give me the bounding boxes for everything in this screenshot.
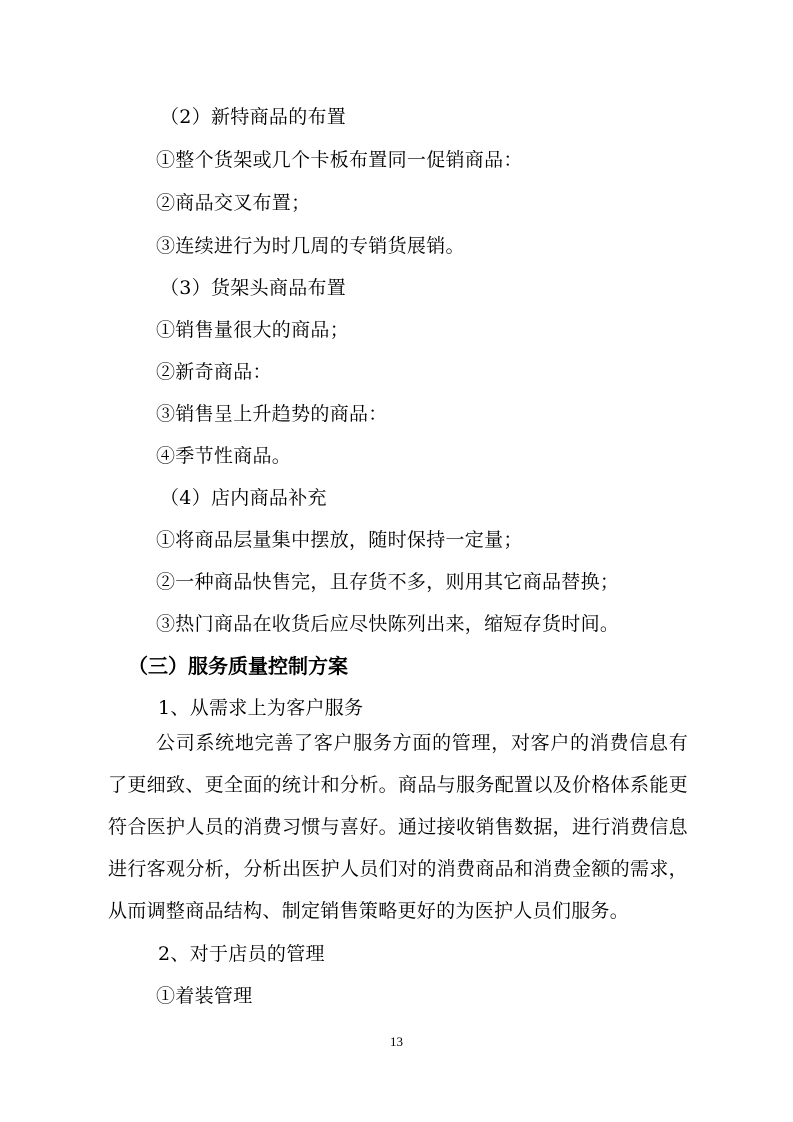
list-item: ②一种商品快售完，且存货不多，则用其它商品替换； — [156, 571, 620, 593]
list-item: ③连续进行为时几周的专销货展销。 — [156, 235, 465, 257]
body-paragraph: 公司系统地完善了客户服务方面的管理，对客户的消费信息有了更细致、更全面的统计和分析。商品与服务配置以及价格体系能更符合医护人员的消费习惯与喜好。通过接收销售数据，进行消费信息进行客观分析，分析出医护人员们对的消费商品和消费金额的需求，从而调整商品结构、制定销售策略更好的为医护人员们服务。 — [108, 732, 688, 922]
list-item: ④季节性商品。 — [156, 445, 292, 467]
section-heading: （三）服务质量控制方案 — [128, 654, 348, 678]
list-item: ②商品交叉布置； — [156, 192, 311, 214]
list-item: ②新奇商品： — [156, 361, 272, 383]
list-item: ①着装管理 — [156, 985, 253, 1007]
list-item: ①销售量很大的商品； — [156, 319, 350, 341]
subheading-restocking: （4）店内商品补充 — [160, 487, 327, 509]
subheading-staff-management: 2、对于店员的管理 — [158, 943, 325, 965]
list-item: ①整个货架或几个卡板布置同一促销商品： — [156, 149, 523, 171]
subheading-new-product-layout: （2）新特商品的布置 — [160, 106, 347, 128]
page-number: 13 — [390, 1034, 403, 1049]
list-item: ③热门商品在收货后应尽快陈列出来，缩短存货时间。 — [156, 613, 620, 635]
list-item: ①将商品层量集中摆放，随时保持一定量； — [156, 529, 523, 551]
list-item: ③销售呈上升趋势的商品： — [156, 403, 388, 425]
subheading-shelf-head-layout: （3）货架头商品布置 — [160, 277, 347, 299]
subheading-customer-service: 1、从需求上为客户服务 — [158, 697, 364, 719]
